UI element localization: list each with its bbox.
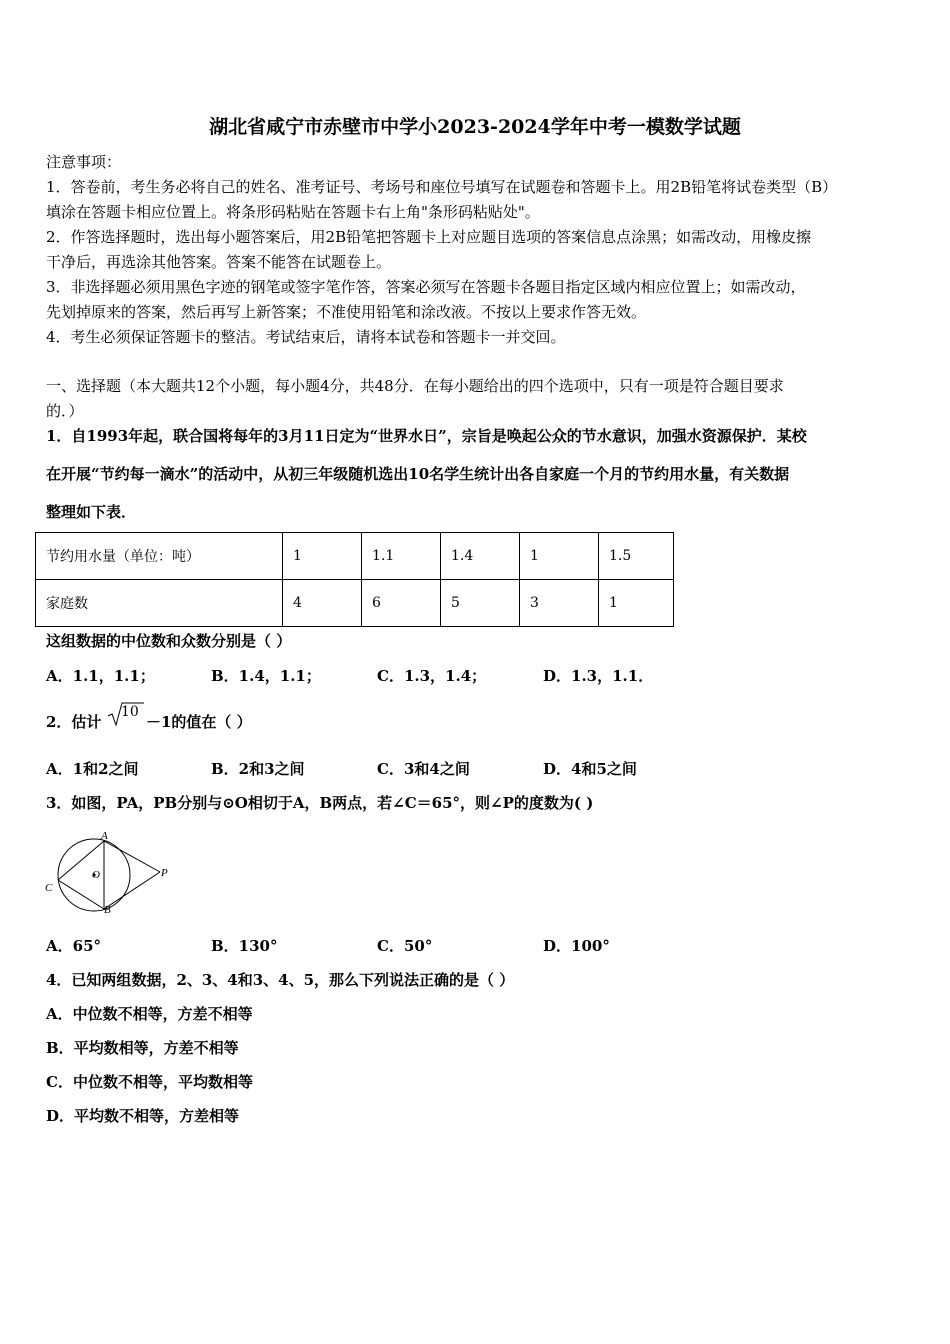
table-cell: 3 xyxy=(520,580,599,627)
table-cell: 1.5 xyxy=(599,533,674,580)
segment-pa xyxy=(104,841,160,872)
q3-stem: 3．如图，PA，PB分别与⊙O相切于A，B两点，若∠C＝65°，则∠P的度数为( ) xyxy=(46,794,594,812)
q4-stem: 4．已知两组数据，2、3、4和3、4、5，那么下列说法正确的是（ ） xyxy=(46,971,515,989)
table-cell: 节约用水量（单位：吨） xyxy=(36,533,283,580)
label-a: A xyxy=(101,830,108,842)
label-b: B xyxy=(104,904,111,916)
tangent-circle-figure xyxy=(40,830,180,920)
q4-option-a: A．中位数不相等，方差不相等 xyxy=(46,1005,253,1023)
chord-cb xyxy=(58,880,104,909)
q1-question: 这组数据的中位数和众数分别是（ ） xyxy=(46,632,292,650)
q3-option-a: A．65° xyxy=(46,937,102,955)
table-cell: 6 xyxy=(362,580,441,627)
q2-option-d: D．4和5之间 xyxy=(543,760,637,778)
q1-option-a: A．1.1，1.1； xyxy=(46,667,155,685)
q2-suffix: －1的值在（ ） xyxy=(146,713,252,731)
page-title: 湖北省咸宁市赤壁市中学小2023-2024学年中考一模数学试题 xyxy=(209,116,741,138)
notice-heading: 注意事项： xyxy=(46,153,122,171)
table-cell: 1 xyxy=(520,533,599,580)
label-c: C xyxy=(45,882,53,894)
section-heading-cont: 的．） xyxy=(46,402,84,420)
q4-option-c: C．中位数不相等，平均数相等 xyxy=(46,1073,253,1091)
q3-option-c: C．50° xyxy=(377,937,433,955)
q4-option-b: B．平均数相等，方差不相等 xyxy=(46,1039,239,1057)
notice-item: 干净后，再选涂其他答案。答案不能答在试题卷上。 xyxy=(46,253,392,271)
table-cell: 家庭数 xyxy=(36,580,283,627)
q1-stem-line: 整理如下表． xyxy=(46,503,137,521)
table-cell: 1.1 xyxy=(362,533,441,580)
table-cell: 1 xyxy=(283,533,362,580)
label-o: O xyxy=(92,869,100,881)
q2-option-a: A．1和2之间 xyxy=(46,760,139,778)
table-cell: 4 xyxy=(283,580,362,627)
notice-item: 4．考生必须保证答题卡的整洁。考试结束后，请将本试卷和答题卡一并交回。 xyxy=(46,328,566,346)
notice-item: 1．答卷前，考生务必将自己的姓名、准考证号、考场号和座位号填写在试题卷和答题卡上。用2B铅笔将试卷类型（B） xyxy=(46,178,838,196)
notice-item: 2．作答选择题时，选出每小题答案后，用2B铅笔把答题卡上对应题目选项的答案信息点涂黑；如需改动，用橡皮擦 xyxy=(46,228,812,246)
q2-option-c: C．3和4之间 xyxy=(377,760,470,778)
table-row xyxy=(36,533,674,580)
table-row xyxy=(36,580,674,627)
sqrt-radicand: 10 xyxy=(121,704,139,720)
q3-option-b: B．130° xyxy=(211,937,278,955)
q3-option-d: D．100° xyxy=(543,937,610,955)
table-cell: 1 xyxy=(599,580,674,627)
notice-item: 先划掉原来的答案，然后再写上新答案；不准使用铅笔和涂改液。不按以上要求作答无效。 xyxy=(46,303,647,321)
q1-option-b: B．1.4，1.1； xyxy=(211,667,321,685)
q1-option-c: C．1.3，1.4； xyxy=(377,667,487,685)
q2-option-b: B．2和3之间 xyxy=(211,760,305,778)
table-cell: 5 xyxy=(441,580,520,627)
q1-stem-line: 1．自1993年起，联合国将每年的3月11日定为“世界水日”，宗旨是唤起公众的节水意识，加强水资源保护．某校 xyxy=(46,427,807,445)
segment-pb xyxy=(104,872,160,909)
q1-option-d: D．1.3，1.1． xyxy=(543,667,654,685)
water-saving-table xyxy=(35,532,674,627)
q1-stem-line: 在开展“节约每一滴水”的活动中，从初三年级随机选出10名学生统计出各自家庭一个月的节约用水量，有关数据 xyxy=(46,465,790,483)
notice-item: 3．非选择题必须用黑色字迹的钢笔或签字笔作答，答案必须写在答题卡各题目指定区域内相应位置上；如需改动， xyxy=(46,278,806,296)
table-cell: 1.4 xyxy=(441,533,520,580)
q2-prefix: 2．估计 xyxy=(46,713,102,731)
section-heading: 一、选择题（本大题共12个小题，每小题4分，共48分．在每小题给出的四个选项中，只有一项是符合题目要求 xyxy=(46,377,784,395)
q4-option-d: D．平均数不相等，方差相等 xyxy=(46,1107,240,1125)
notice-item: 填涂在答题卡相应位置上。将条形码粘贴在答题卡右上角"条形码粘贴处"。 xyxy=(46,203,540,221)
label-p: P xyxy=(161,867,168,879)
